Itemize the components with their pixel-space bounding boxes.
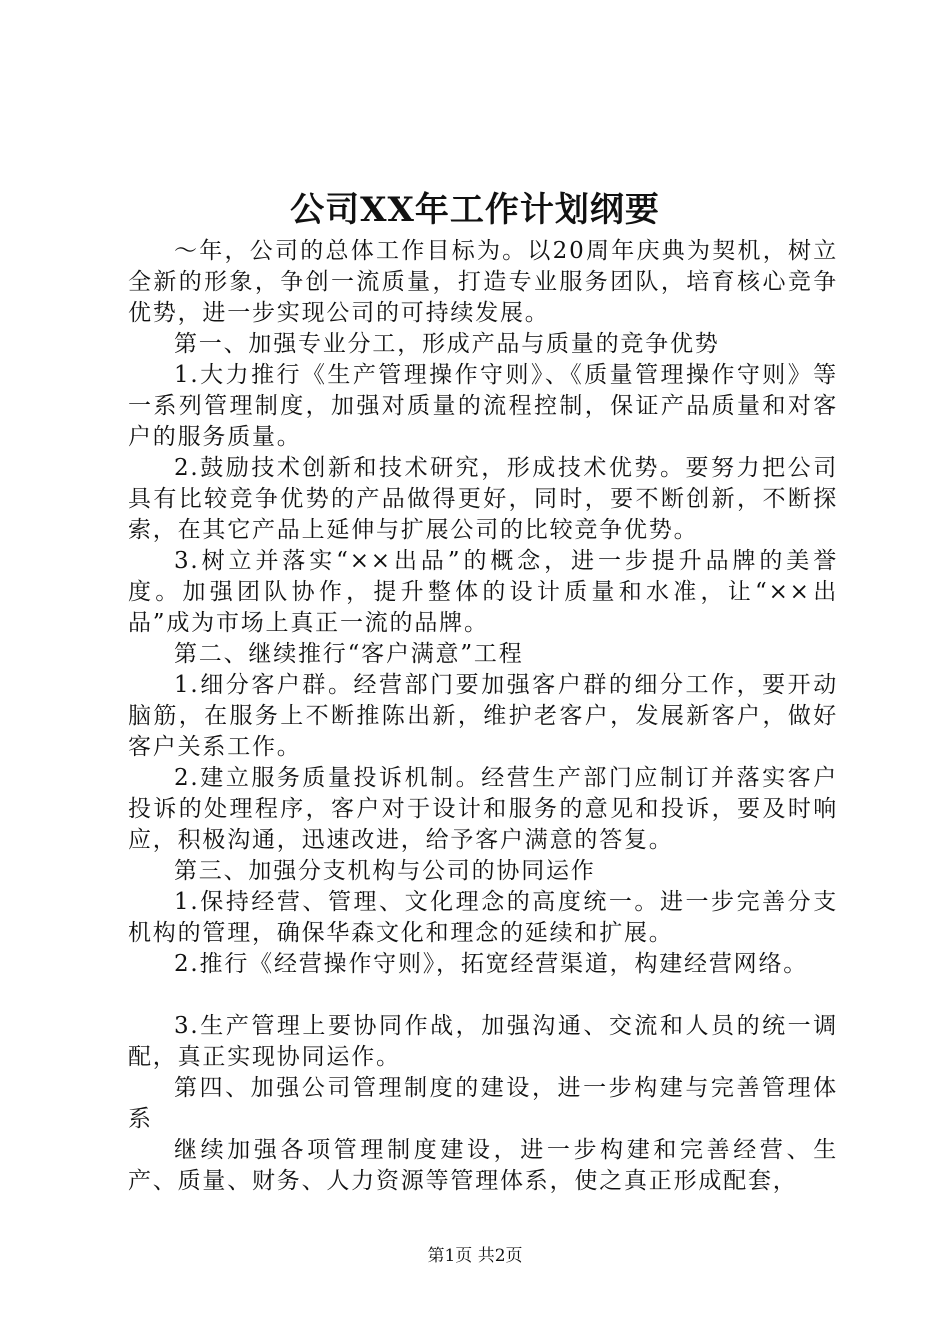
paragraph-1-1: 1.大力推行《生产管理操作守则》、《质量管理操作守则》等一系列管理制度，加强对质量的流程控制，保证产品质量和对客户的服务质量。 bbox=[128, 362, 838, 450]
paragraph-2-1: 1.细分客户群。经营部门要加强客户群的细分工作，要开动脑筋，在服务上不断推陈出新，维护老客户，发展新客户，做好客户关系工作。 bbox=[128, 672, 838, 760]
paragraph-3-2: 2.推行《经营操作守则》，拓宽经营渠道，构建经营网络。 bbox=[174, 951, 809, 977]
paragraph-1-3: 3.树立并落实“××出品”的概念，进一步提升品牌的美誉度。加强团队协作，提升整体的设计质量和水准，让“××出品”成为市场上真正一流的品牌。 bbox=[128, 548, 838, 636]
paragraph-4-1: 继续加强各项管理制度建设，进一步构建和完善经营、生产、质量、财务、人力资源等管理体系，使之真正形成配套， bbox=[128, 1137, 838, 1194]
section-heading-2: 第二、继续推行“客户满意”工程 bbox=[174, 641, 524, 667]
section-heading-3: 第三、加强分支机构与公司的协同运作 bbox=[174, 858, 596, 884]
paragraph-2-2: 2.建立服务质量投诉机制。经营生产部门应制订并落实客户投诉的处理程序，客户对于设计和服务的意见和投诉，要及时响应，积极沟通，迅速改进，给予客户满意的答复。 bbox=[128, 765, 838, 853]
paragraph-3-1: 1.保持经营、管理、文化理念的高度统一。进一步完善分支机构的管理，确保华森文化和理念的延续和扩展。 bbox=[128, 889, 838, 946]
paragraph-1-2: 2.鼓励技术创新和技术研究，形成技术优势。要努力把公司具有比较竞争优势的产品做得更好，同时，要不断创新，不断探索，在其它产品上延伸与扩展公司的比较竞争优势。 bbox=[128, 455, 838, 543]
paragraph-3-3: 3.生产管理上要协同作战，加强沟通、交流和人员的统一调配，真正实现协同运作。 bbox=[128, 1013, 838, 1070]
document-title: 公司XX年工作计划纲要 bbox=[290, 190, 660, 230]
document-body bbox=[128, 236, 838, 1197]
page-footer: 第1页 共2页 bbox=[427, 1246, 523, 1266]
section-heading-4: 第四、加强公司管理制度的建设，进一步构建与完善管理体系 bbox=[128, 1075, 838, 1132]
section-heading-1: 第一、加强专业分工，形成产品与质量的竞争优势 bbox=[174, 331, 720, 357]
paragraph-intro: ～年，公司的总体工作目标为。以20周年庆典为契机，树立全新的形象，争创一流质量，打造专业服务团队，培育核心竞争优势，进一步实现公司的可持续发展。 bbox=[128, 238, 838, 326]
